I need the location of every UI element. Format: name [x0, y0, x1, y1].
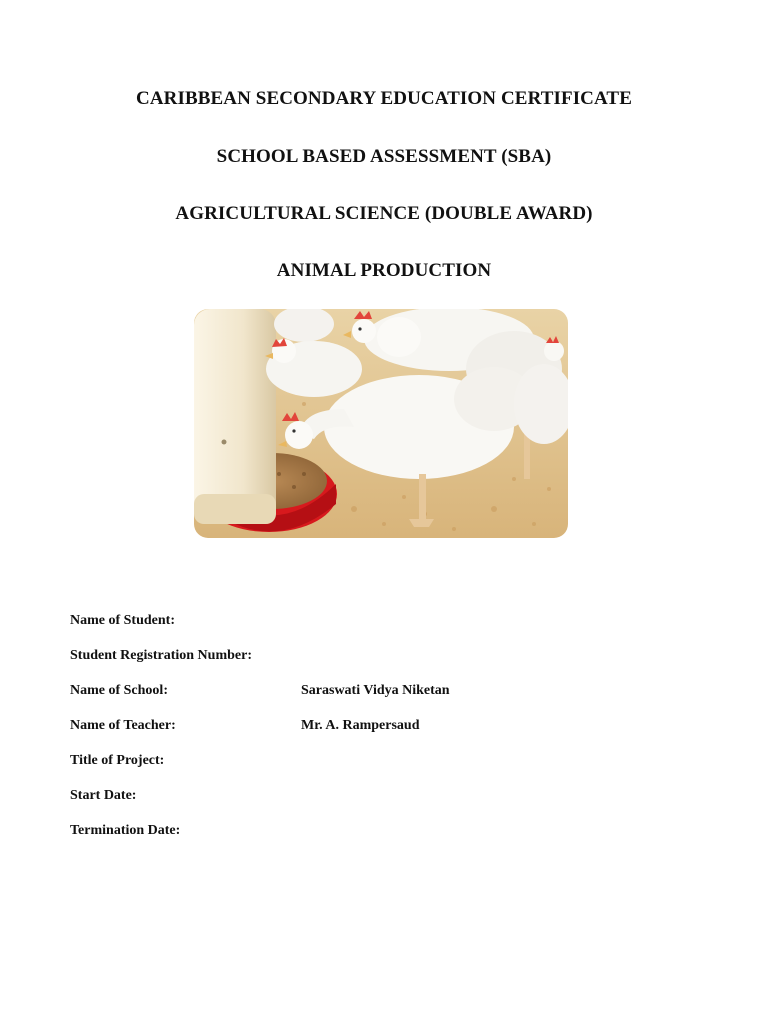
school-label: Name of School:	[70, 683, 168, 698]
registration-label: Student Registration Number:	[70, 648, 252, 663]
project-title-label: Title of Project:	[70, 753, 165, 768]
start-date-label: Start Date:	[70, 788, 137, 803]
topic-heading: ANIMAL PRODUCTION	[276, 260, 492, 281]
field-row-project-title	[70, 753, 670, 773]
teacher-label: Name of Teacher:	[70, 718, 176, 733]
certificate-heading: CARIBBEAN SECONDARY EDUCATION CERTIFICATE	[136, 88, 632, 109]
teacher-value: Mr. A. Rampersaud	[301, 718, 420, 733]
termination-date-label: Termination Date:	[70, 823, 181, 838]
field-row-teacher	[70, 718, 670, 738]
school-value: Saraswati Vidya Niketan	[301, 683, 450, 698]
assessment-heading: SCHOOL BASED ASSESSMENT (SBA)	[216, 146, 552, 167]
field-row-school	[70, 683, 670, 703]
field-row-student-name	[70, 613, 670, 633]
student-name-label: Name of Student:	[70, 613, 175, 628]
subject-heading: AGRICULTURAL SCIENCE (DOUBLE AWARD)	[175, 203, 593, 224]
chickens-feeding-photo	[194, 309, 568, 538]
field-row-start-date	[70, 788, 670, 808]
field-row-registration	[70, 648, 670, 668]
field-row-termination-date	[70, 823, 670, 843]
